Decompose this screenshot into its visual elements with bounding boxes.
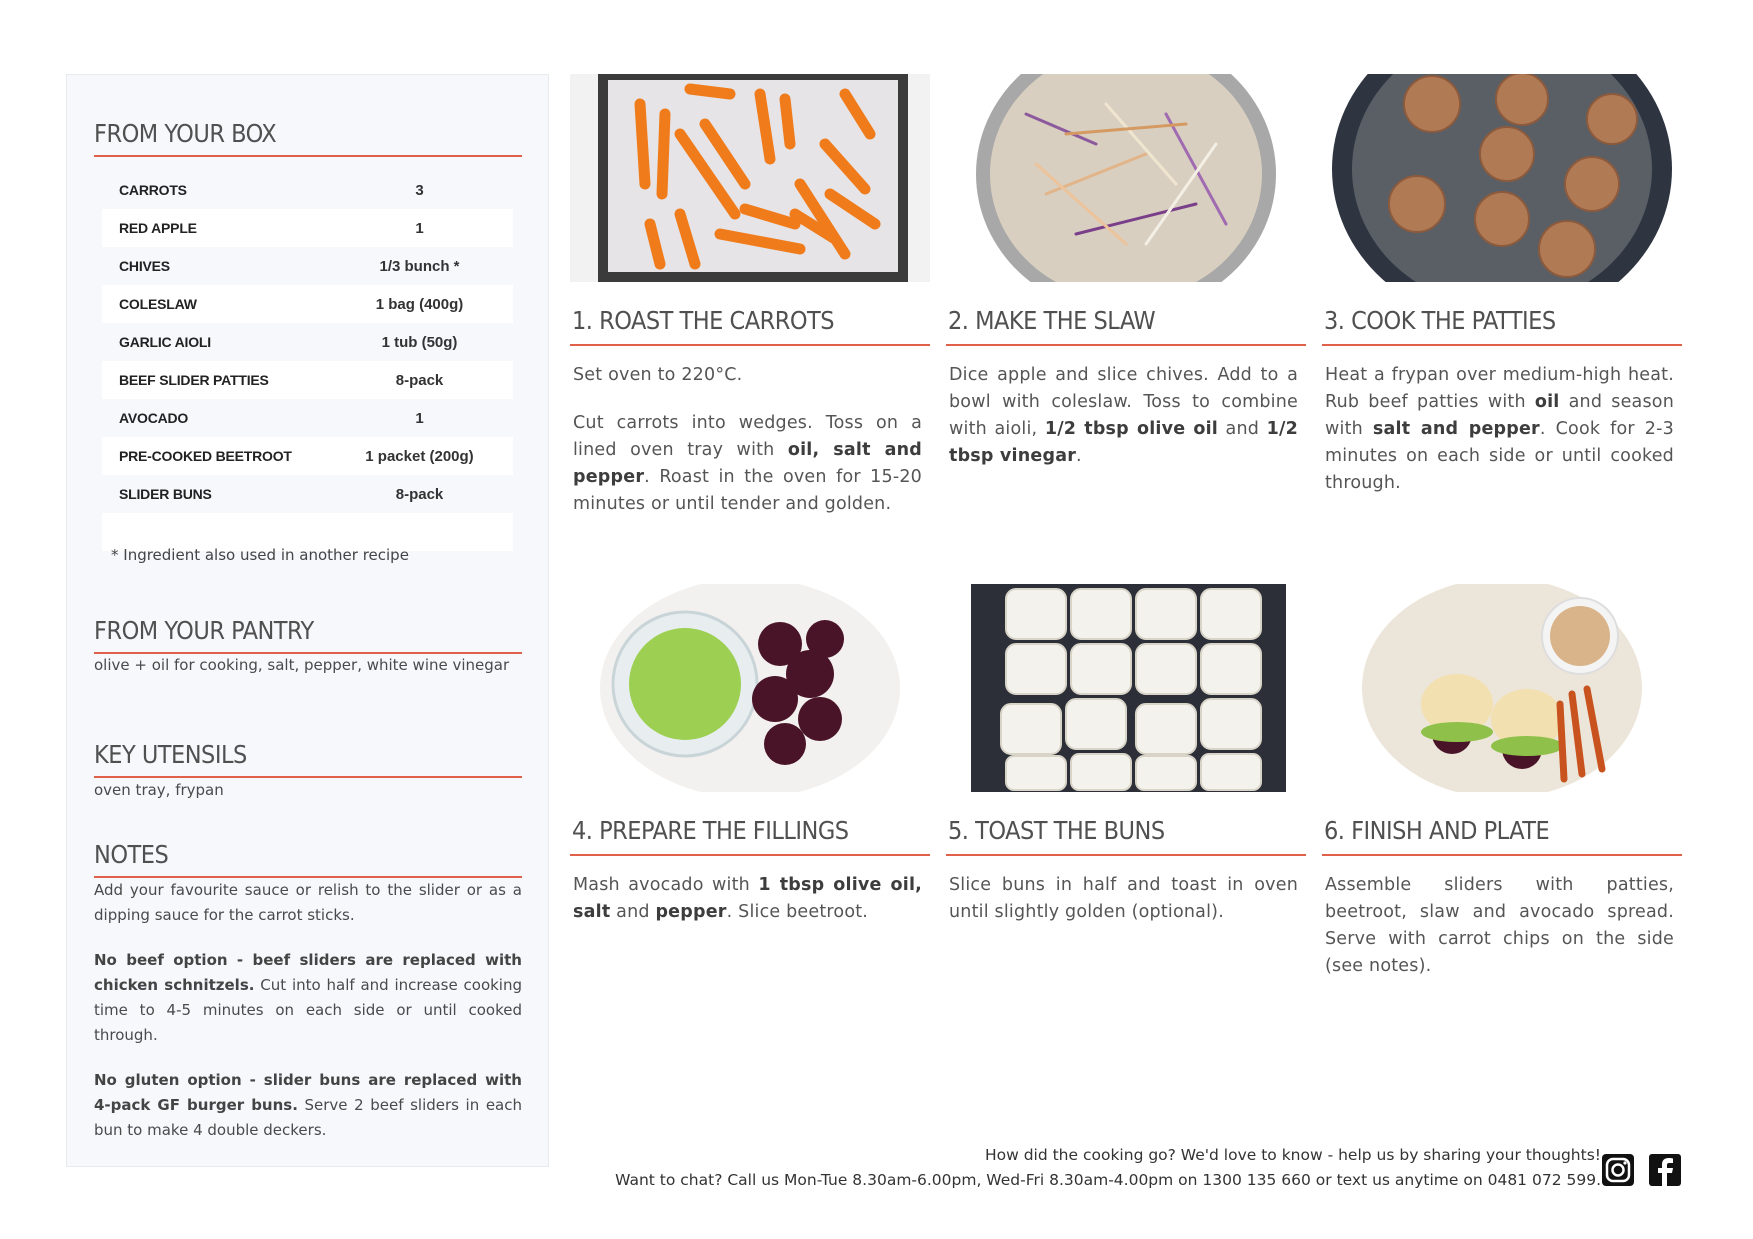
notes-title: NOTES	[94, 816, 522, 878]
ingredient-name: SLIDER BUNS	[119, 486, 212, 502]
ingredient-qty: 1/3 bunch *	[379, 257, 460, 275]
note-bold: No beef option - beef sliders are replaced with chicken schnitzels.	[94, 951, 522, 994]
step-text-bold: oil	[1534, 392, 1560, 412]
step-text-part: . Cook for 2-3 minutes on each side or until cooked through.	[1325, 419, 1674, 493]
ingredient-qty: 3	[415, 181, 424, 199]
step-1-title: 1. ROAST THE CARROTS	[570, 306, 930, 346]
ingredient-row	[102, 475, 513, 513]
step-text-part: .	[1076, 446, 1082, 466]
note-text: Serve 2 beef sliders in each bun to make 4 double deckers.	[94, 1096, 522, 1139]
step-text-bold: 1/2 tbsp olive oil	[1044, 419, 1218, 439]
step-1-photo	[570, 74, 930, 282]
ingredient-name: AVOCADO	[119, 410, 189, 426]
step-5-photo	[946, 584, 1306, 792]
note-paragraph	[94, 1068, 522, 1143]
utensils-text: oven tray, frypan	[94, 781, 224, 799]
key-utensils-title: KEY UTENSILS	[94, 716, 522, 778]
note-bold: No gluten option - slider buns are replaced with 4-pack GF burger buns.	[94, 1071, 522, 1114]
ingredient-row	[102, 323, 513, 361]
step-4-title: 4. PREPARE THE FILLINGS	[570, 816, 930, 856]
ingredient-qty: 1	[415, 409, 424, 427]
ingredient-qty: 1	[415, 219, 424, 237]
step-text-bold: 1 tbsp olive oil, salt	[573, 875, 922, 922]
contact-line: Want to chat? Call us Mon-Tue 8.30am-6.00pm, Wed-Fri 8.30am-4.00pm on 1300 135 660 or text us anytime on 0481 072 599.	[615, 1171, 1601, 1189]
step-1-body	[573, 362, 922, 539]
step-text	[1325, 362, 1674, 497]
step-text: Slice buns in half and toast in oven until slightly golden (optional).	[949, 875, 1298, 922]
step-6-photo	[1322, 584, 1682, 792]
step-text-part: Cut carrots into wedges. Toss on a lined oven tray with	[573, 413, 922, 460]
step-3-photo	[1322, 74, 1682, 282]
step-6-title: 6. FINISH AND PLATE	[1322, 816, 1682, 856]
footer	[615, 1143, 1601, 1193]
ingredient-name: CARROTS	[119, 182, 187, 198]
from-your-pantry-title: FROM YOUR PANTRY	[94, 592, 522, 654]
step-3-body	[1325, 362, 1674, 518]
step-text-part: and	[1218, 419, 1267, 439]
step-2-title: 2. MAKE THE SLAW	[946, 306, 1306, 346]
ingredient-qty: 8-pack	[395, 485, 444, 503]
ingredient-footnote: * Ingredient also used in another recipe	[111, 546, 409, 564]
ingredient-name: BEEF SLIDER PATTIES	[119, 372, 269, 388]
ingredient-name: CHIVES	[119, 258, 170, 274]
carrots-image-icon	[570, 74, 930, 282]
step-text-part: and	[610, 902, 656, 922]
facebook-icon[interactable]	[1647, 1152, 1683, 1188]
step-6-body	[1325, 872, 1674, 1001]
ingredient-name: GARLIC AIOLI	[119, 334, 211, 350]
ingredients-panel	[66, 74, 549, 1167]
from-your-box-title: FROM YOUR BOX	[94, 95, 522, 157]
step-4-photo	[570, 584, 930, 792]
step-text-bold: pepper	[655, 902, 727, 922]
step-2-photo	[946, 74, 1306, 282]
notes-body	[94, 878, 522, 1163]
ingredient-qty: 8-pack	[395, 371, 444, 389]
step-text	[573, 872, 922, 926]
ingredient-qty: 1 tub (50g)	[381, 333, 458, 351]
step-text-part: . Roast in the oven for 15-20 minutes or until tender and golden.	[573, 467, 922, 514]
ingredient-row	[102, 399, 513, 437]
plated-sliders-image-icon	[1322, 584, 1682, 792]
fillings-image-icon	[570, 584, 930, 792]
step-text-part: and season with	[1325, 392, 1674, 439]
note-text: Cut into half and increase cooking time to 4-5 minutes on each side or until cooked through.	[94, 976, 523, 1044]
ingredient-name: COLESLAW	[119, 296, 197, 312]
step-text: Set oven to 220°C.	[573, 365, 743, 385]
step-5-title: 5. TOAST THE BUNS	[946, 816, 1306, 856]
step-5-body	[949, 872, 1298, 947]
ingredients-table	[102, 171, 513, 551]
step-text: Assemble sliders with patties, beetroot, slaw and avocado spread. Serve with carrot chips on the side (see notes).	[1325, 875, 1674, 976]
ingredient-qty: 1 bag (400g)	[375, 295, 464, 313]
step-text-bold: oil, salt and pepper	[573, 440, 923, 487]
step-text	[949, 362, 1298, 470]
buns-image-icon	[946, 584, 1306, 792]
step-text-bold: salt and pepper	[1372, 419, 1540, 439]
slaw-image-icon	[946, 74, 1306, 282]
ingredient-row	[102, 285, 513, 323]
note-paragraph: Add your favourite sauce or relish to the slider or as a dipping sauce for the carrot sticks.	[94, 881, 522, 924]
step-text-bold: 1/2 tbsp vinegar	[949, 419, 1298, 466]
ingredient-row	[102, 171, 513, 209]
ingredient-row	[102, 247, 513, 285]
ingredient-qty: 1 packet (200g)	[365, 447, 474, 465]
step-4-body	[573, 872, 922, 947]
note-paragraph	[94, 948, 522, 1048]
pantry-text: olive + oil for cooking, salt, pepper, white wine vinegar	[94, 656, 510, 674]
ingredient-name: RED APPLE	[119, 220, 197, 236]
step-text	[573, 410, 922, 518]
ingredient-row	[102, 437, 513, 475]
step-2-body	[949, 362, 1298, 491]
step-text-part: Mash avocado with	[573, 875, 759, 895]
instagram-icon[interactable]	[1600, 1152, 1636, 1188]
ingredient-row	[102, 209, 513, 247]
ingredient-name: PRE-COOKED BEETROOT	[119, 448, 292, 464]
step-text-part: . Slice beetroot.	[726, 902, 869, 922]
step-3-title: 3. COOK THE PATTIES	[1322, 306, 1682, 346]
step-text-part: Heat a frypan over medium-high heat. Rub beef patties with	[1325, 365, 1674, 412]
feedback-line: How did the cooking go? We'd love to know - help us by sharing your thoughts!	[984, 1146, 1601, 1164]
patties-image-icon	[1322, 74, 1682, 282]
ingredient-row	[102, 361, 513, 399]
step-text-part: Dice apple and slice chives. Add to a bowl with coleslaw. Toss to combine with aioli,	[949, 365, 1298, 439]
